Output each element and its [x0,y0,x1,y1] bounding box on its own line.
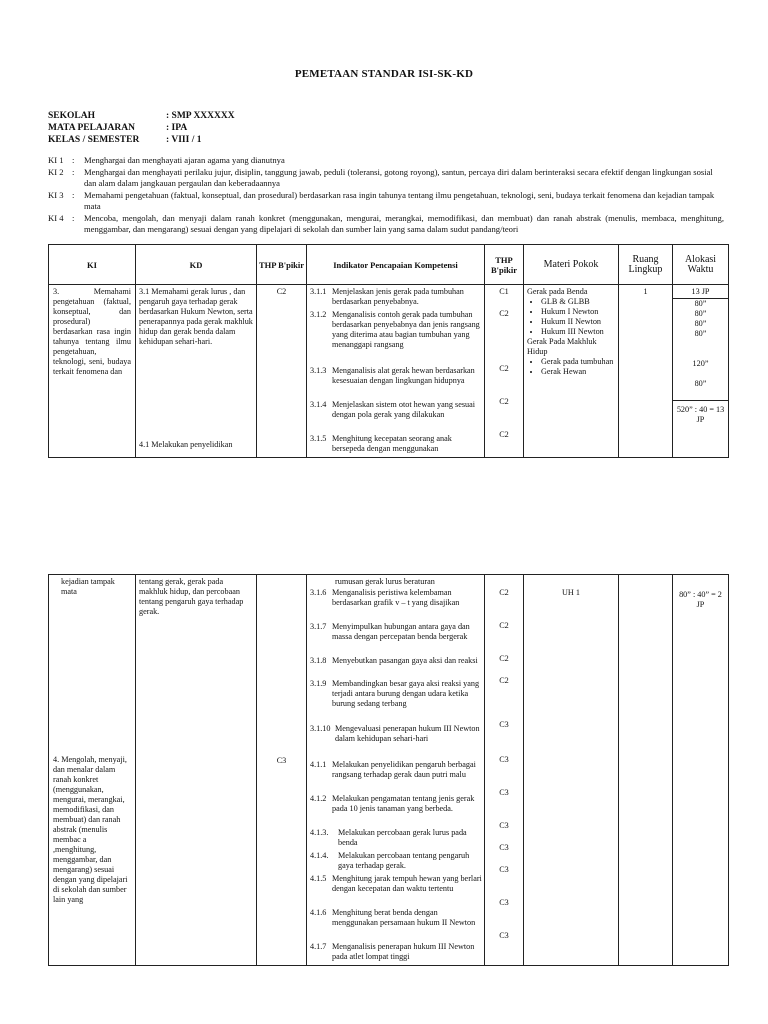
thp-value: C2 [276,287,287,296]
kd-cell [136,575,257,966]
thp-value: C3 [499,788,509,797]
indicator-item: 3.1.2 Menganalisis contoh gerak pada tumbuhan berdasarkan penyebabnya dan jenis rangsang yang diterima atau bagian tumbuhan yang menanggapi rangsang [310,310,480,349]
indicator-item: 4.1.6 Menghitung berat benda dengan menggunakan persamaan hukum II Newton [310,908,476,927]
alokasi-value: 120” [692,359,709,368]
thp-value: C3 [499,755,509,764]
kd-text: tentang gerak, gerak pada makhluk hidup, dan percobaan tentang pengaruh gaya terhadap gerak. [139,577,244,616]
thp-value: C3 [499,720,509,729]
meta-label: MATA PELAJARAN [48,123,135,133]
thp-cell [257,575,307,966]
alokasi-value: 80” [694,319,707,328]
materi-item: • GLB & GLBB [541,297,615,307]
materi-cell [524,575,619,966]
ki-label: KI 3 [48,190,64,200]
materi-item: • Gerak Hewan [541,367,615,377]
thp-value: C3 [499,898,509,907]
alokasi-value: 80” [694,299,707,308]
ki-cell-text: kejadian tampak mata [61,577,115,596]
alokasi-value: 80” [694,329,707,338]
ki-cell-text: 4. Mengolah, menyaji, dan menalar dalam ranah konkret (menggunakan, mengurai, merangkai, memodifikasi, dan membuat) dan ranah abstrak (menulis membac a ,menghitung, menggambar, dan mengarang) sesuai dengan yang dipelajari di sekolah dan sumber lain yang [53,755,128,904]
indicator-item: 3.1.6 Menganalisis peristiwa kelembaman berdasarkan grafik v – t yang disajikan [310,588,460,607]
thp-value: C2 [499,654,509,663]
thp-value: C3 [499,843,509,852]
header-thp: THP B'pikir [257,245,307,285]
ki-text: Mencoba, mengolah, dan menyaji dalam ranah konkret (menggunakan, mengurai, merangkai, memodifikasi, dan membuat) dan ranah abstrak (menulis, membaca, menghitung, menggambar, dan mengarang) sesuai dengan yang dipelajari di sekolah dan sumber lain yang sama dalam sudut pandang/teori [84,213,724,234]
header-alokasi: Alokasi Waktu [673,245,729,285]
kd-text: 4.1 Melakukan penyelidikan [139,440,233,449]
indicator-cell [307,285,485,458]
meta-value: : VIII / 1 [166,135,202,145]
ruang-cell [619,285,673,458]
indicator-item: 3.1.10 Mengevaluasi penerapan hukum III Newton dalam kehidupan sehari-hari [310,724,480,743]
indicator-item: 4.1.2 Melakukan pengamatan tentang jenis gerak pada 10 jenis tanaman yang berbeda. [310,794,475,813]
materi-value: UH 1 [562,588,580,597]
meta-label: SEKOLAH [48,111,95,121]
thp-cell [485,575,524,966]
indicator-item: 3.1.1 Menjelaskan jenis gerak pada tumbuhan berdasarkan penyebabnya. [310,287,464,306]
ki-label: KI 4 [48,213,64,223]
ruang-value: 1 [643,287,648,296]
ki-label: KI 2 [48,167,64,177]
core-competence-list [48,155,724,236]
indicator-item: 3.1.3 Menganalisis alat gerak hewan berdasarkan kesesuaian dengan lingkungan hidupnya [310,366,475,385]
materi-item: • Gerak pada tumbuhan [541,357,615,367]
meta-label: KELAS / SEMESTER [48,135,140,145]
alokasi-summary: 520” : 40 = 13 JP [673,400,728,425]
alokasi-value: 80” [694,379,707,388]
ki-item: KI 4 : Mencoba, mengolah, dan menyaji dalam ranah konkret (menggunakan, mengurai, merangkai, memodifikasi, dan membuat) dan ranah abstrak (menulis, membaca, menghitung, menggambar, dan mengarang) sesuai dengan yang dipelajari di sekolah dan sumber lain yang sama dalam sudut pandang/teori [48,213,724,234]
materi-title: Gerak Pada Makhluk Hidup [527,337,597,356]
indicator-item: 4.1.7 Menganalisis penerapan hukum III Newton pada atlet lompat tinggi [310,942,475,961]
ki-label: KI 1 [48,155,64,165]
indicator-item: 3.1.4 Menjelaskan sistem otot hewan yang sesuai dengan pola gerak yang dilakukan [310,400,476,419]
header-ki: KI [49,245,136,285]
indicator-item: 4.1.3. Melakukan percobaan gerak lurus pada benda [310,828,467,847]
header-indicator: Indikator Pencapaian Kompetensi [307,245,485,285]
materi-item: • Hukum II Newton [541,317,615,327]
thp-value: C1 [499,287,509,296]
ki-text: Menghargai dan menghayati perilaku jujur, disiplin, tanggung jawab, peduli (toleransi, gotong royong), santun, percaya diri dalam berinteraksi secara efektif dengan lingkungan sosial dan alam dalam jangkauan pergaulan dan keberadaannya [84,167,713,188]
thp-value: C2 [499,430,509,439]
indicator-item: 3.1.9 Membandingkan besar gaya aksi reaksi yang terjadi antara burung dengan udara ketika burung sedang terbang [310,679,480,708]
ki-item: KI 1 : Menghargai dan menghayati ajaran agama yang dianutnya [48,155,724,166]
alokasi-total: 13 JP [673,285,728,299]
alokasi-value: 80” [694,309,707,318]
header-thp: THP B'pikir [485,245,524,285]
thp-value: C2 [499,621,509,630]
indicator-continuation: rumusan gerak lurus beraturan [335,577,435,586]
ki-item: KI 3 : Memahami pengetahuan (faktual, konseptual, dan prosedural) berdasarkan rasa ingin tahunya tentang ilmu pengetahuan, teknologi, seni, budaya terkait fenomena dan kejadian tampak mata [48,190,724,212]
indicator-item: 4.1.5 Menghitung jarak tempuh hewan yang berlari dengan kecepatan dan waktu tertentu [310,874,482,893]
indicator-item: 3.1.8 Menyebutkan pasangan gaya aksi dan reaksi [310,656,478,665]
alokasi-cell [673,285,729,458]
header-materi: Materi Pokok [524,245,619,285]
materi-item: • Hukum III Newton [541,327,615,337]
thp-cell [485,285,524,458]
alokasi-cell [673,575,729,966]
kd-cell [136,285,257,458]
materi-title: Gerak pada Benda [527,287,588,296]
ki-text: Menghargai dan menghayati ajaran agama yang dianutnya [84,155,285,165]
indicator-item: 4.1.1 Melakukan penyelidikan pengaruh berbagai rangsang terhadap gerak daun putri malu [310,760,476,779]
thp-value: C3 [499,821,509,830]
ki-cell [49,575,136,966]
indicator-cell [307,575,485,966]
mapping-table-part-1 [48,244,729,458]
thp-value: C2 [499,676,509,685]
kd-text: 3.1 Memahami gerak lurus , dan pengaruh gaya terhadap gerak berdasarkan Hukum Newton, serta penerapannya pada gerak makhluk hidup dan gerak benda dalam kehidupan sehari-hari. [139,287,253,346]
mapping-table-part-2 [48,574,729,966]
ruang-cell [619,575,673,966]
thp-value: C2 [499,309,509,318]
identity-block [48,110,235,146]
ki-cell-text: 3. Memahami pengetahuan (faktual, konseptual, dan prosedural) berdasarkan rasa ingin tahunya tentang ilmu pengetahuan, teknologi, seni, budaya terkait fenomena dan [53,287,131,376]
header-kd: KD [136,245,257,285]
page-title: PEMETAAN STANDAR ISI-SK-KD [294,68,474,80]
indicator-item: 4.1.4. Melakukan percobaan tentang pengaruh gaya terhadap gerak. [310,851,470,870]
header-ruang: Ruang Lingkup [619,245,673,285]
meta-value: : SMP XXXXXX [166,111,235,121]
thp-value: C2 [499,588,509,597]
indicator-item: 3.1.7 Menyimpulkan hubungan antara gaya dan massa dengan percepatan benda bergerak [310,622,470,641]
ki-item: KI 2 : Menghargai dan menghayati perilaku jujur, disiplin, tanggung jawab, peduli (toleransi, gotong royong), santun, percaya diri dalam berinteraksi secara efektif dengan lingkungan sosial dan alam dalam jangkauan pergaulan dan keberadaannya [48,167,724,189]
meta-value: : IPA [166,123,188,133]
thp-value: C3 [499,931,509,940]
materi-cell [524,285,619,458]
thp-value: C3 [276,756,287,765]
thp-value: C2 [499,397,509,406]
indicator-item: 3.1.5 Menghitung kecepatan seorang anak bersepeda dengan menggunakan [310,434,452,453]
ki-text: Memahami pengetahuan (faktual, konseptual, dan prosedural) berdasarkan rasa ingin tahunya tentang ilmu pengetahuan, teknologi, seni, budaya terkait fenomena dan kejadian tampak mata [84,190,715,211]
ki-cell [49,285,136,458]
alokasi-value: 80” : 40” = 2 JP [679,590,722,609]
thp-cell [257,285,307,458]
materi-item: • Hukum I Newton [541,307,615,317]
thp-value: C3 [499,865,509,874]
thp-value: C2 [499,364,509,373]
